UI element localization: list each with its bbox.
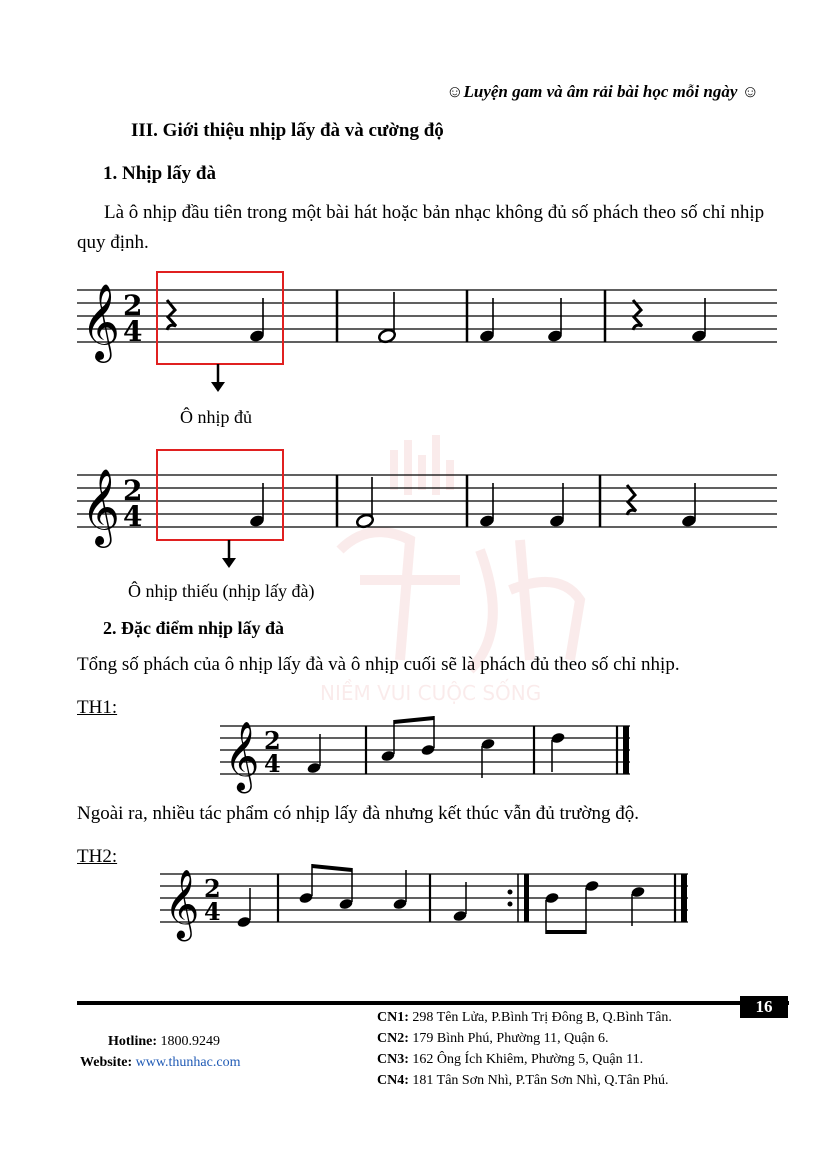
hotline-label: Hotline: xyxy=(108,1034,157,1049)
branch-text: 298 Tên Lửa, P.Bình Trị Đông B, Q.Bình Tân. xyxy=(412,1010,672,1025)
website-link[interactable]: www.thunhac.com xyxy=(135,1055,241,1070)
page-number: 16 xyxy=(740,996,788,1018)
time-sig-bottom: 4 xyxy=(123,315,143,348)
branch-label: CN2: xyxy=(377,1031,409,1046)
paragraph-feature: Tổng số phách của ô nhịp lấy đà và ô nhịp cuối sẽ là phách đủ theo số chỉ nhịp. xyxy=(77,654,680,675)
quarter-note xyxy=(480,738,495,778)
quarter-note xyxy=(691,298,708,343)
time-sig-top: 2 xyxy=(123,474,143,507)
staff-full-measure xyxy=(77,270,777,390)
eighth-note-pair xyxy=(298,864,353,910)
quarter-rest-icon xyxy=(633,300,642,330)
branch-text: 181 Tân Sơn Nhì, P.Tân Sơn Nhì, Q.Tân Phú. xyxy=(412,1073,669,1088)
branch-text: 179 Bình Phú, Phường 11, Quận 6. xyxy=(412,1031,609,1046)
time-sig-bottom: 4 xyxy=(264,749,281,778)
branch-address xyxy=(377,1073,668,1089)
quarter-note xyxy=(236,888,251,928)
staff-th1 xyxy=(220,710,632,790)
half-note xyxy=(378,292,397,344)
subsection-title-1: 1. Nhịp lấy đà xyxy=(103,163,216,184)
branch-label: CN4: xyxy=(377,1073,409,1088)
branch-address xyxy=(377,1031,609,1047)
quarter-note xyxy=(249,298,266,343)
half-note xyxy=(356,477,375,529)
website-label: Website: xyxy=(80,1055,133,1070)
quarter-note xyxy=(479,298,496,343)
quarter-note xyxy=(452,882,467,922)
time-sig-top: 2 xyxy=(204,874,221,903)
time-sig-bottom: 4 xyxy=(204,897,221,926)
time-sig-bottom: 4 xyxy=(123,500,143,533)
branch-label: CN1: xyxy=(377,1010,409,1025)
time-sig-top: 2 xyxy=(123,289,143,322)
eighth-note-pair xyxy=(544,880,599,934)
case-label-th1: TH1: xyxy=(77,697,118,718)
watermark-subtitle: NIỀM VUI CUỘC SỐNG xyxy=(320,681,542,705)
quarter-note xyxy=(550,732,565,772)
hotline xyxy=(108,1034,220,1050)
branch-address xyxy=(377,1052,643,1068)
arrow-down-icon xyxy=(211,382,225,392)
caption-pickup-measure: Ô nhịp thiếu (nhịp lấy đà) xyxy=(128,581,315,601)
quarter-note xyxy=(392,870,407,910)
staff-th2 xyxy=(160,858,690,938)
treble-clef-icon: 𝄞 xyxy=(164,869,200,939)
section-title: III. Giới thiệu nhịp lấy đà và cường độ xyxy=(131,120,444,141)
branch-label: CN3: xyxy=(377,1052,409,1067)
quarter-note xyxy=(549,483,566,528)
highlight-box xyxy=(157,272,283,364)
quarter-rest-icon xyxy=(627,485,636,515)
time-sig-top: 2 xyxy=(264,726,281,755)
repeat-sign-icon xyxy=(524,874,529,922)
treble-clef-icon: 𝄞 xyxy=(224,721,260,791)
footer-rule xyxy=(77,1001,789,1005)
eighth-note-pair xyxy=(380,716,435,762)
quarter-note xyxy=(681,483,698,528)
arrow-down-icon xyxy=(222,558,236,568)
treble-clef-icon: 𝄞 xyxy=(81,468,121,545)
paragraph-note: Ngoài ra, nhiều tác phẩm có nhịp lấy đà nhưng kết thúc vẫn đủ trường độ. xyxy=(77,803,639,824)
page-header: ☺Luyện gam và âm rải bài học mỗi ngày ☺ xyxy=(446,82,759,101)
subsection-title-2: 2. Đặc điểm nhịp lấy đà xyxy=(103,618,285,638)
staff-pickup-measure xyxy=(77,450,777,570)
quarter-note xyxy=(249,483,266,528)
case-label-th2: TH2: xyxy=(77,846,118,867)
website xyxy=(80,1055,240,1071)
branch-address xyxy=(377,1010,672,1026)
quarter-rest-icon xyxy=(167,300,176,330)
quarter-note xyxy=(306,734,321,774)
treble-clef-icon: 𝄞 xyxy=(81,283,121,360)
caption-full-measure: Ô nhịp đủ xyxy=(180,407,252,427)
quarter-note xyxy=(630,886,645,926)
quarter-note xyxy=(479,483,496,528)
quarter-note xyxy=(547,298,564,343)
hotline-value: 1800.9249 xyxy=(160,1034,220,1049)
paragraph-definition: Là ô nhịp đầu tiên trong một bài hát hoặc bản nhạc không đủ số phách theo số chỉ nhịp quy định. xyxy=(77,202,765,253)
branch-text: 162 Ông Ích Khiêm, Phường 5, Quận 11. xyxy=(412,1052,644,1067)
